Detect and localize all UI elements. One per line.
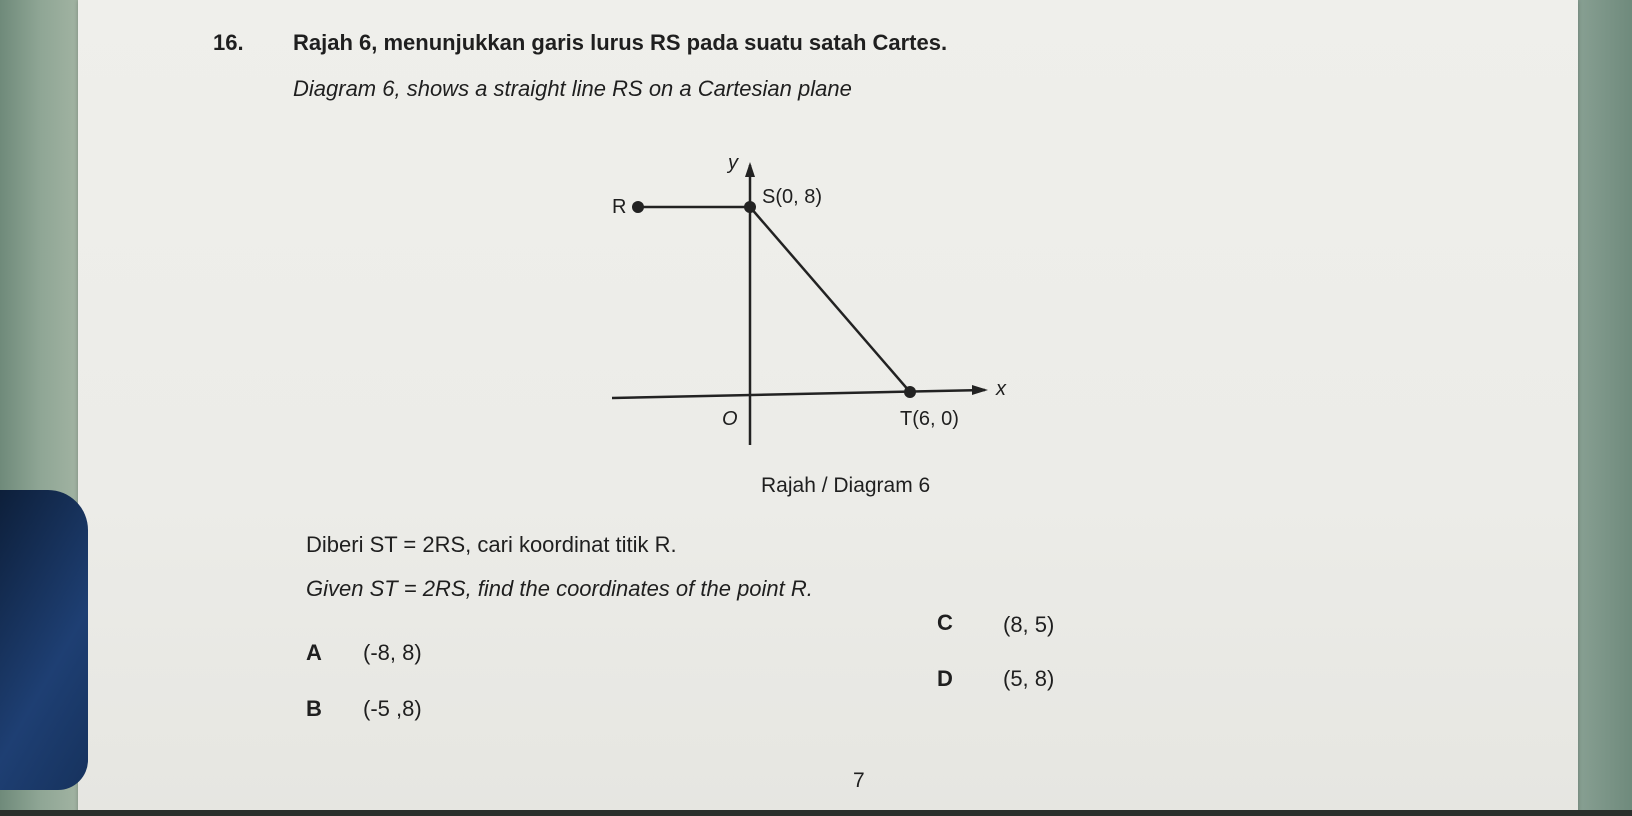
point-r	[632, 201, 644, 213]
point-t	[904, 386, 916, 398]
given-malay: Diberi ST = 2RS, cari koordinat titik R.	[306, 532, 677, 557]
option-a-value: (-8, 8)	[363, 640, 422, 665]
line-st	[750, 207, 910, 392]
point-s	[744, 201, 756, 213]
bottom-edge	[0, 810, 1632, 816]
question-number: 16.	[213, 30, 244, 55]
option-c-value: (8, 5)	[1003, 612, 1055, 637]
point-r-label: R	[612, 196, 627, 218]
option-b-value: (-5 ,8)	[363, 696, 422, 721]
given-english: Given ST = 2RS, find the coordinates of the point R.	[306, 576, 813, 601]
point-s-label: S(0, 8)	[762, 186, 823, 208]
page-number: 7	[853, 769, 865, 792]
x-axis	[612, 390, 985, 398]
option-c-letter: C	[937, 610, 953, 635]
question-text-malay: Rajah 6, menunjukkan garis lurus RS pada suatu satah Cartes.	[293, 30, 948, 55]
option-d-value: (5, 8)	[1003, 666, 1055, 691]
x-axis-label: x	[996, 378, 1006, 400]
x-axis-arrowhead	[972, 385, 988, 395]
option-b-letter: B	[306, 696, 322, 721]
y-axis-arrowhead	[745, 162, 755, 177]
option-a-letter: A	[306, 640, 322, 665]
cartesian-diagram	[600, 150, 1020, 470]
blue-object-left	[0, 490, 88, 790]
option-d-letter: D	[937, 666, 953, 691]
diagram-caption: Rajah / Diagram 6	[761, 474, 931, 497]
point-t-label: T(6, 0)	[900, 408, 959, 430]
origin-label: O	[722, 408, 738, 430]
y-axis-label: y	[728, 152, 738, 174]
question-text-english: Diagram 6, shows a straight line RS on a Cartesian plane	[293, 76, 852, 101]
